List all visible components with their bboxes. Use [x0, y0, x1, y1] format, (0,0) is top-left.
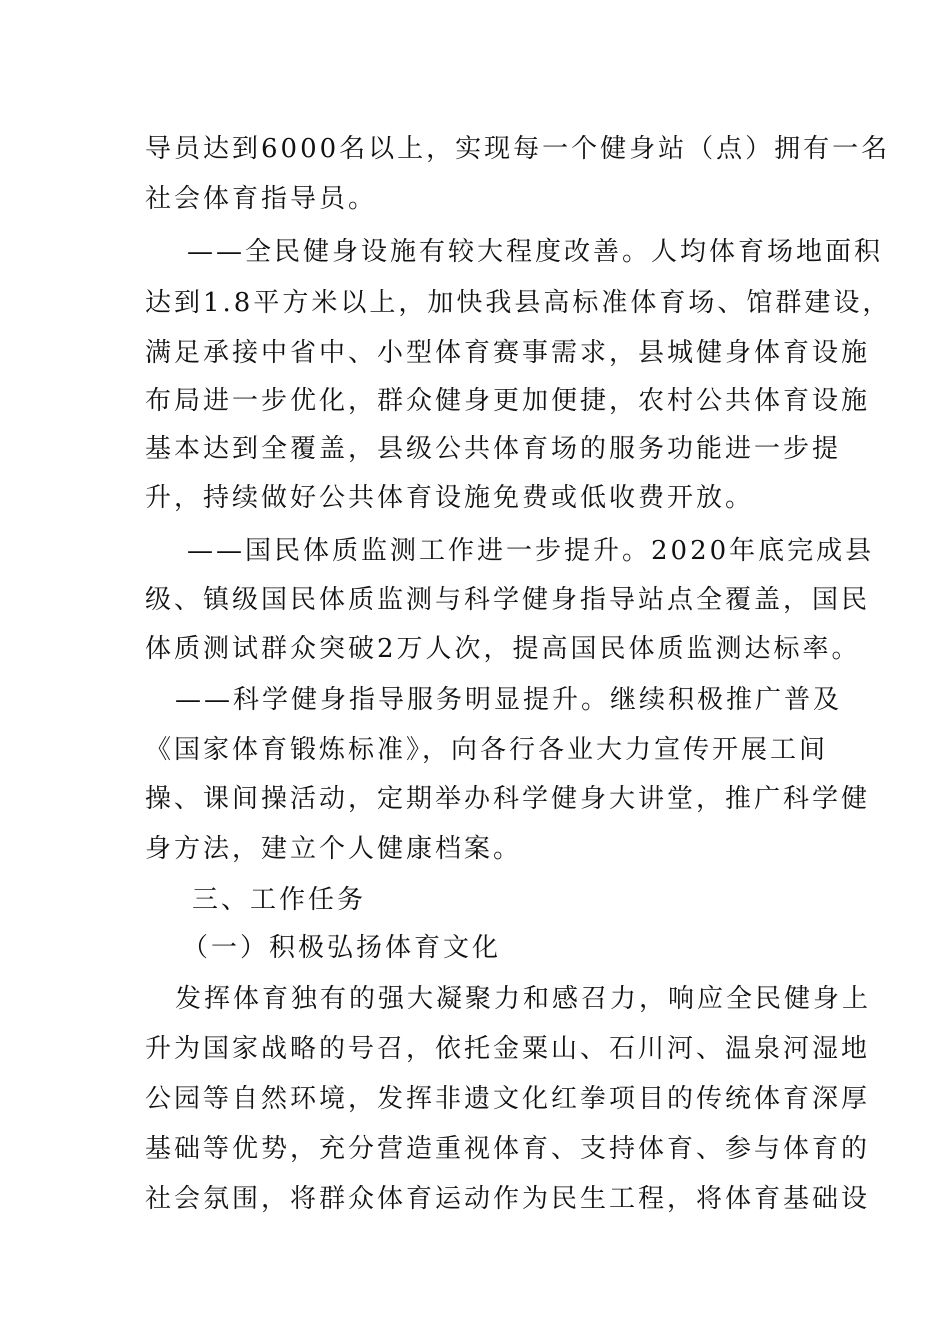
text-line-13: 《国家体育锻炼标准》，向各行各业大力宣传开展工间: [145, 735, 829, 765]
text-line-12: ——科学健身指导服务明显提升。继续积极推广普及: [175, 685, 843, 715]
subsection-heading: （一）积极弘扬体育文化: [182, 933, 502, 963]
text-line-6: 布局进一步优化，群众健身更加便捷，农村公共体育设施: [145, 386, 871, 416]
text-line-14: 操、课间操活动，定期举办科学健身大讲堂，推广科学健: [145, 784, 871, 814]
text-line-19: 升为国家战略的号召，依托金粟山、石川河、温泉河湿地: [145, 1034, 871, 1064]
text-line-11: 体质测试群众突破2万人次，提高国民体质监测达标率。: [145, 634, 861, 664]
text-line-1: 导员达到6000名以上，实现每一个健身站（点）拥有一名: [145, 134, 891, 164]
text-line-2: 社会体育指导员。: [145, 184, 378, 214]
text-line-20: 公园等自然环境，发挥非遗文化红拳项目的传统体育深厚: [145, 1084, 871, 1114]
text-line-9: ——国民体质监测工作进一步提升。2020年底完成县: [187, 536, 875, 566]
text-line-5: 满足承接中省中、小型体育赛事需求，县城健身体育设施: [145, 338, 871, 368]
text-line-10: 级、镇级国民体质监测与科学健身指导站点全覆盖，国民: [145, 585, 871, 615]
text-line-7: 基本达到全覆盖，县级公共体育场的服务功能进一步提: [145, 434, 842, 464]
text-line-3: ——全民健身设施有较大程度改善。人均体育场地面积: [187, 237, 884, 267]
text-line-8: 升，持续做好公共体育设施免费或低收费开放。: [145, 483, 755, 513]
text-line-22: 社会氛围，将群众体育运动作为民生工程，将体育基础设: [145, 1184, 871, 1214]
text-line-15: 身方法，建立个人健康档案。: [145, 834, 523, 864]
text-line-21: 基础等优势，充分营造重视体育、支持体育、参与体育的: [145, 1134, 871, 1164]
text-line-18: 发挥体育独有的强大凝聚力和感召力，响应全民健身上: [175, 984, 872, 1014]
text-line-4: 达到1.8平方米以上，加快我县高标准体育场、馆群建设，: [145, 288, 892, 318]
section-heading: 三、工作任务: [192, 885, 367, 915]
